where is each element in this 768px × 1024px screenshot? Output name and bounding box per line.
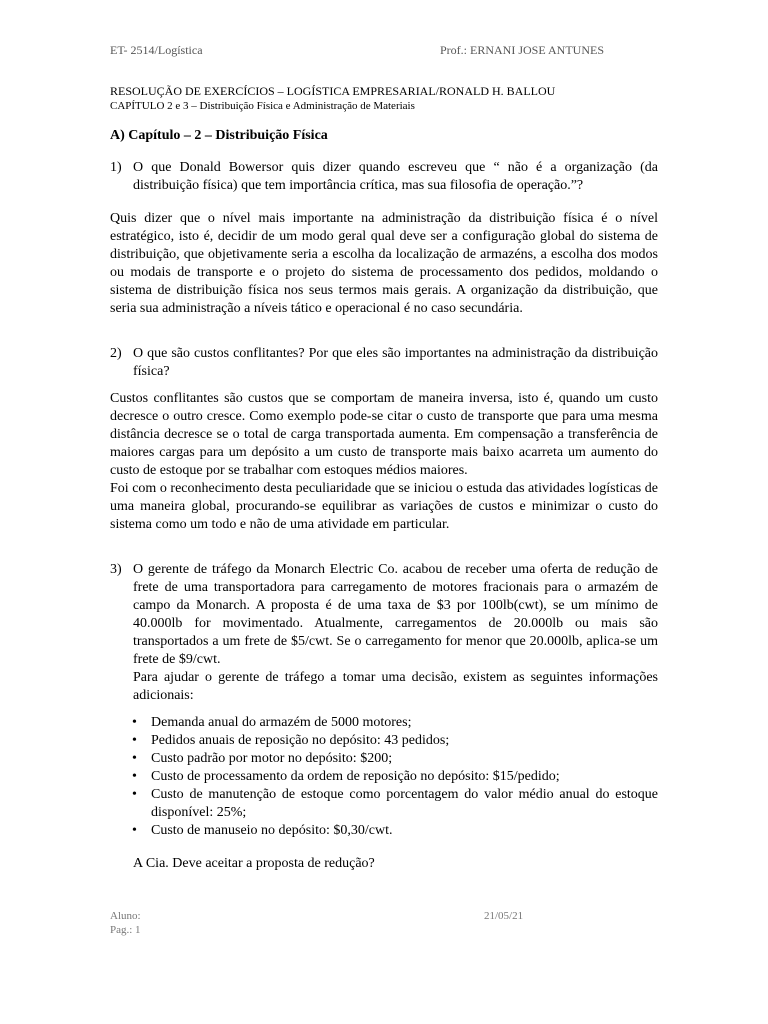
list-item-text: Custo padrão por motor no depósito: $200; (151, 751, 393, 766)
list-item (110, 768, 658, 786)
chapter-heading: A) Capítulo – 2 – Distribuição Física (110, 128, 328, 143)
course-code: ET- 2514/Logística (110, 43, 203, 57)
answer-paragraph: Foi com o reconhecimento desta peculiaridade que se iniciou o estuda das atividades logísticas de uma maneira global, procurando-se equilibrar as variações de custos e minimizar o custo do sistema como um todo e não de uma atividade em particular. (110, 481, 658, 532)
question-number: 2) (110, 346, 122, 361)
question-3 (110, 561, 658, 705)
title-line-1: RESOLUÇÃO DE EXERCÍCIOS – LOGÍSTICA EMPRESARIAL/RONALD H. BALLOU (110, 84, 556, 98)
bullet-icon: • (132, 715, 137, 730)
question-text: O que são custos conflitantes? Por que eles são importantes na administração da distribuição física? (133, 346, 658, 379)
info-list (110, 714, 658, 840)
bullet-icon: • (132, 769, 137, 784)
aluno-label: Aluno: (110, 910, 141, 922)
list-item (110, 750, 658, 768)
list-item (110, 822, 658, 840)
page-footer (110, 910, 660, 922)
list-item-text: Demanda anual do armazém de 5000 motores; (151, 715, 412, 730)
page-number: Pag.: 1 (110, 924, 141, 936)
bullet-icon: • (132, 823, 137, 838)
question-1 (110, 159, 658, 195)
list-item (110, 714, 658, 732)
answer-paragraph: Quis dizer que o nível mais importante na administração da distribuição física é o nível estratégico, isto é, decidir de um modo geral qual deve ser a configuração global do sistema de distribuição, que objetivamente seria a escolha da localização de armazéns, a escolha dos modos ou modais de transporte e o projeto do sistema de processamento dos pedidos, moldando o sistema de distribuição física nos seus termos mais gerais. A organização da distribuição, que seria sua administração a níveis tático e operacional é no caso secundária. (110, 211, 658, 316)
closing-question: A Cia. Deve aceitar a proposta de redução? (133, 856, 375, 871)
list-item (110, 732, 658, 750)
answer-paragraph: Custos conflitantes são custos que se comportam de maneira inversa, isto é, quando um custo decresce o outro cresce. Como exemplo pode-se citar o custo de transporte que para uma mesma distância decresce se o total de carga transportada aumenta. Em compensação a transferência de maiores cargas para um depósito a um custo de transporte mais baixo acarreta um aumento do custo de estoque por se trabalhar com estoques médios maiores. (110, 391, 658, 478)
question-text: O gerente de tráfego da Monarch Electric Co. acabou de receber uma oferta de redução de frete de uma transportadora para carregamento de motores fracionais para o armazém de campo da Monarch. A proposta é de uma taxa de $3 por 100lb(cwt), se um mínimo de 40.000lb for movimentado. Atualmente, carregamentos de 20.000lb ou mais são transportados a um frete de $5/cwt. Se o carregamento for menor que 20.000lb, aplica-se um frete de $9/cwt. (133, 562, 658, 667)
title-line-2: CAPÍTULO 2 e 3 – Distribuição Física e Administração de Materiais (110, 100, 415, 112)
bullet-icon: • (132, 751, 137, 766)
question-text-continued: Para ajudar o gerente de tráfego a tomar uma decisão, existem as seguintes informações adicionais: (133, 670, 658, 703)
list-item (110, 786, 658, 822)
question-2 (110, 345, 658, 381)
professor-name: Prof.: ERNANI JOSE ANTUNES (440, 43, 605, 57)
answer-2 (110, 390, 658, 534)
question-number: 3) (110, 562, 122, 577)
list-item-text: Custo de manuseio no depósito: $0,30/cwt. (151, 823, 393, 838)
list-item-text: Pedidos anuais de reposição no depósito: 43 pedidos; (151, 733, 450, 748)
document-title (110, 84, 658, 114)
bullet-icon: • (132, 733, 137, 748)
list-item-text: Custo de processamento da ordem de reposição no depósito: $15/pedido; (151, 769, 560, 784)
page-header (110, 43, 660, 58)
answer-1 (110, 210, 658, 318)
footer-date: 21/05/21 (484, 910, 524, 922)
question-number: 1) (110, 160, 122, 175)
question-text: O que Donald Bowersor quis dizer quando escreveu que “ não é a organização (da distribuição física) que tem importância crítica, mas sua filosofia de operação.”? (133, 160, 658, 193)
bullet-icon: • (132, 787, 137, 802)
list-item-text: Custo de manutenção de estoque como porcentagem do valor médio anual do estoque disponível: 25%; (151, 787, 658, 820)
